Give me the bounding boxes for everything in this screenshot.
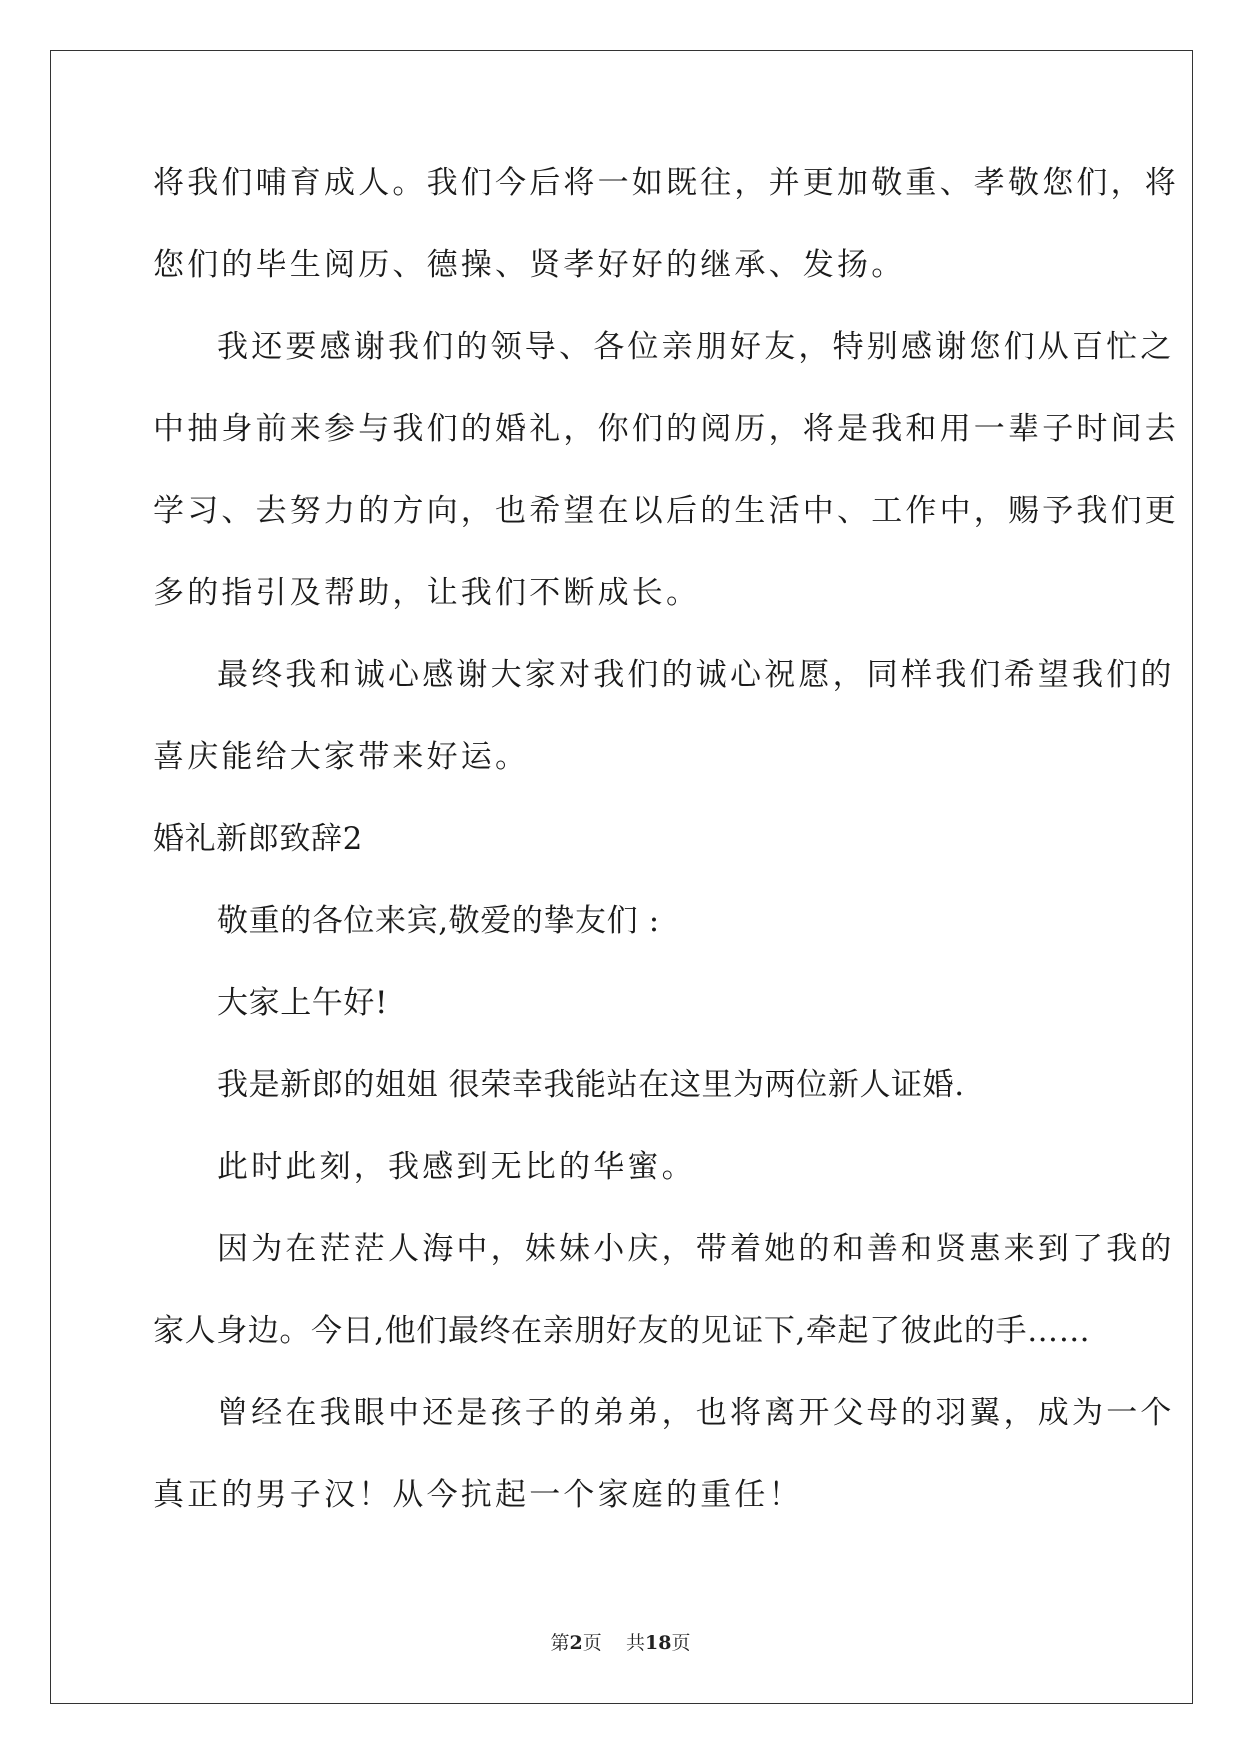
salutation: 敬重的各位来宾,敬爱的挚友们 : — [217, 903, 660, 939]
document-body — [153, 160, 1179, 1554]
footer-prefix: 第 — [550, 1632, 570, 1654]
footer-total-suffix: 页 — [671, 1632, 691, 1654]
body-line: 中抽身前来参与我们的婚礼，你们的阅历，将是我和用一辈子时间去 — [153, 411, 1179, 447]
section-heading: 婚礼新郎致辞2 — [153, 821, 363, 857]
body-line: 喜庆能给大家带来好运。 — [153, 739, 530, 775]
paragraph-start: 最终我和诚心感谢大家对我们的诚心祝愿，同样我们希望我们的 — [217, 657, 1175, 693]
footer-total-prefix: 共 — [625, 1632, 645, 1654]
paragraph-start: 我是新郎的姐姐 很荣幸我能站在这里为两位新人证婚. — [217, 1067, 965, 1103]
footer-page-suffix: 页 — [582, 1632, 602, 1654]
greeting: 大家上午好! — [217, 985, 389, 1021]
body-line: 将我们哺育成人。我们今后将一如既往，并更加敬重、孝敬您们，将 — [153, 165, 1179, 201]
total-page-number: 18 — [644, 1632, 672, 1654]
body-line: 多的指引及帮助，让我们不断成长。 — [153, 575, 701, 611]
body-line: 学习、去努力的方向，也希望在以后的生活中、工作中，赐予我们更 — [153, 493, 1179, 529]
page-footer — [0, 1628, 1241, 1655]
current-page-number: 2 — [569, 1632, 583, 1654]
paragraph-start: 此时此刻，我感到无比的华蜜。 — [217, 1149, 696, 1185]
paragraph-start: 曾经在我眼中还是孩子的弟弟，也将离开父母的羽翼，成为一个 — [217, 1395, 1175, 1431]
body-line: 家人身边。今日,他们最终在亲朋好友的见证下,牵起了彼此的手…… — [153, 1313, 1091, 1349]
body-line: 您们的毕生阅历、德操、贤孝好好的继承、发扬。 — [153, 247, 906, 283]
paragraph-start: 因为在茫茫人海中，妹妹小庆，带着她的和善和贤惠来到了我的 — [217, 1231, 1175, 1267]
paragraph-start: 我还要感谢我们的领导、各位亲朋好友，特别感谢您们从百忙之 — [217, 329, 1175, 365]
body-line: 真正的男子汉！从今抗起一个家庭的重任！ — [153, 1477, 803, 1513]
